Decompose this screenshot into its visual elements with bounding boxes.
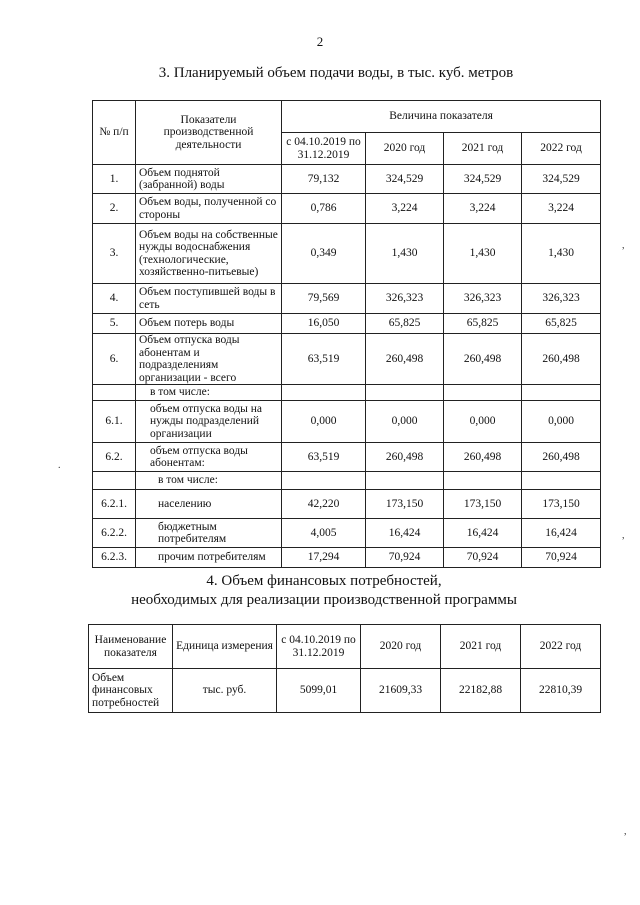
row-name: прочим потребителям (136, 548, 282, 568)
header-num: № п/п (93, 101, 136, 165)
row-value: 63,519 (282, 334, 366, 385)
row-name: Объем потерь воды (136, 314, 282, 334)
header-cell: Наименование показателя (89, 625, 173, 669)
row-value: 65,825 (366, 314, 444, 334)
row-value: 21609,33 (361, 669, 441, 713)
row-value: 173,150 (366, 490, 444, 519)
header-value-group: Величина показателя (282, 101, 601, 133)
table-row (93, 334, 601, 385)
row-value: 1,430 (444, 224, 522, 284)
scan-mark: , (624, 826, 627, 837)
row-value: 326,323 (366, 284, 444, 314)
row-name: в том числе: (136, 385, 282, 401)
row-value: 17,294 (282, 548, 366, 568)
row-name: бюджетным потребителям (136, 519, 282, 548)
row-value: 3,224 (522, 194, 601, 224)
table-row (93, 443, 601, 472)
row-value: 324,529 (444, 165, 522, 194)
header-cell: 2021 год (441, 625, 521, 669)
section-3-title: 3. Планируемый объем подачи воды, в тыс. куб. метров (158, 65, 514, 81)
row-value: 65,825 (522, 314, 601, 334)
row-num (93, 472, 136, 490)
row-name: Объем отпуска воды абонентам и подразделениям организации - всего (136, 334, 282, 385)
table-row (93, 519, 601, 548)
row-value (444, 385, 522, 401)
row-value: 16,050 (282, 314, 366, 334)
scan-mark: , (622, 530, 625, 541)
header-period: 2021 год (444, 133, 522, 165)
row-name: населению (136, 490, 282, 519)
row-value: 173,150 (522, 490, 601, 519)
table-row (93, 472, 601, 490)
table-row (93, 284, 601, 314)
row-value: 260,498 (366, 443, 444, 472)
header-cell: с 04.10.2019 по 31.12.2019 (277, 625, 361, 669)
row-name: Объем воды на собственные нужды водоснабжения (технологические, хозяйственно-питьевые) (136, 224, 282, 284)
row-num: 3. (93, 224, 136, 284)
header-cell: Единица измерения (173, 625, 277, 669)
row-value (522, 385, 601, 401)
row-value: 16,424 (444, 519, 522, 548)
row-value: 326,323 (444, 284, 522, 314)
row-name: объем отпуска воды абонентам: (136, 443, 282, 472)
row-value: 22182,88 (441, 669, 521, 713)
row-value: 324,529 (522, 165, 601, 194)
financial-needs-table (88, 624, 601, 713)
row-name: в том числе: (136, 472, 282, 490)
row-value: 79,569 (282, 284, 366, 314)
row-value: 0,000 (444, 401, 522, 443)
row-value: 0,349 (282, 224, 366, 284)
row-num: 1. (93, 165, 136, 194)
row-num: 6. (93, 334, 136, 385)
page-number: 2 (316, 34, 324, 49)
row-num: 5. (93, 314, 136, 334)
row-name: Объем воды, полученной со стороны (136, 194, 282, 224)
table-row (93, 401, 601, 443)
row-num: 6.2.1. (93, 490, 136, 519)
row-value (282, 472, 366, 490)
table-row (93, 314, 601, 334)
row-name: объем отпуска воды на нужды подразделений организации (136, 401, 282, 443)
row-value: 0,786 (282, 194, 366, 224)
row-value: 70,924 (366, 548, 444, 568)
row-num: 6.2.2. (93, 519, 136, 548)
table-row (93, 165, 601, 194)
row-value: 1,430 (522, 224, 601, 284)
row-value: 4,005 (282, 519, 366, 548)
row-value: 0,000 (366, 401, 444, 443)
header-indicator: Показатели производственной деятельности (136, 101, 282, 165)
row-num: 4. (93, 284, 136, 314)
row-value: 5099,01 (277, 669, 361, 713)
section-4-title-line-1: 4. Объем финансовых потребностей, (206, 573, 442, 589)
scan-mark: . (58, 460, 61, 471)
header-period: 2022 год (522, 133, 601, 165)
row-value (444, 472, 522, 490)
row-value: 3,224 (444, 194, 522, 224)
row-value (282, 385, 366, 401)
row-value: 0,000 (522, 401, 601, 443)
section-4-title-line-2: необходимых для реализации производственной программы (131, 592, 517, 608)
row-num: 6.2.3. (93, 548, 136, 568)
row-value: 63,519 (282, 443, 366, 472)
row-unit: тыс. руб. (173, 669, 277, 713)
row-num: 6.2. (93, 443, 136, 472)
header-period: с 04.10.2019 по 31.12.2019 (282, 133, 366, 165)
row-value: 42,220 (282, 490, 366, 519)
row-num: 6.1. (93, 401, 136, 443)
row-name: Объем финансовых потребностей (89, 669, 173, 713)
row-value: 0,000 (282, 401, 366, 443)
row-value: 3,224 (366, 194, 444, 224)
row-value: 260,498 (444, 334, 522, 385)
row-value: 70,924 (522, 548, 601, 568)
row-value: 1,430 (366, 224, 444, 284)
table-row (89, 669, 601, 713)
header-cell: 2022 год (521, 625, 601, 669)
row-value: 260,498 (366, 334, 444, 385)
table-row (93, 224, 601, 284)
row-value: 22810,39 (521, 669, 601, 713)
row-value: 79,132 (282, 165, 366, 194)
header-period: 2020 год (366, 133, 444, 165)
row-name: Объем поднятой (забранной) воды (136, 165, 282, 194)
row-value (522, 472, 601, 490)
row-value: 70,924 (444, 548, 522, 568)
table-row (93, 490, 601, 519)
row-name: Объем поступившей воды в сеть (136, 284, 282, 314)
water-supply-table (92, 100, 601, 568)
row-value: 173,150 (444, 490, 522, 519)
row-value: 260,498 (444, 443, 522, 472)
row-value: 324,529 (366, 165, 444, 194)
row-value (366, 385, 444, 401)
table-row (93, 548, 601, 568)
row-value: 65,825 (444, 314, 522, 334)
row-value: 326,323 (522, 284, 601, 314)
row-value: 260,498 (522, 443, 601, 472)
row-value (366, 472, 444, 490)
row-value: 16,424 (522, 519, 601, 548)
row-value: 16,424 (366, 519, 444, 548)
header-cell: 2020 год (361, 625, 441, 669)
table-row (93, 194, 601, 224)
scan-mark: , (622, 240, 625, 251)
table-row (93, 385, 601, 401)
row-num (93, 385, 136, 401)
row-value: 260,498 (522, 334, 601, 385)
row-num: 2. (93, 194, 136, 224)
